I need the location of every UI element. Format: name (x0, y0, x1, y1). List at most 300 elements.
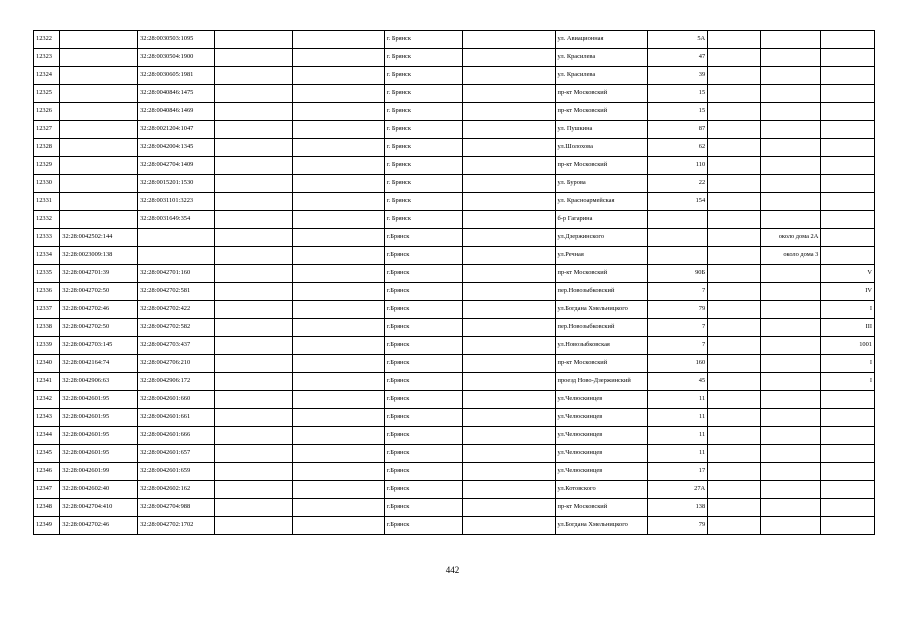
cell-empty (292, 337, 384, 355)
cell-c9 (760, 85, 821, 103)
cell-c9 (760, 103, 821, 121)
cell-empty (214, 481, 292, 499)
cell-c9 (760, 391, 821, 409)
cell-c2 (60, 49, 138, 67)
table-row (34, 445, 875, 463)
cell-no: 12346 (34, 463, 60, 481)
cell-city: г.Брянск (384, 265, 462, 283)
cell-c9 (760, 337, 821, 355)
cell-c9 (760, 499, 821, 517)
cell-c2 (60, 85, 138, 103)
cell-c10 (821, 409, 875, 427)
cell-empty (462, 409, 555, 427)
cell-c3: 32:28:0042601:661 (138, 409, 215, 427)
cell-no: 12339 (34, 337, 60, 355)
cell-empty (462, 49, 555, 67)
cell-house: 90Б (647, 265, 708, 283)
table-row (34, 31, 875, 49)
cell-c2: 32:28:0042601:95 (60, 445, 138, 463)
cell-c10 (821, 121, 875, 139)
table-row (34, 193, 875, 211)
cell-house (647, 247, 708, 265)
cell-empty (292, 373, 384, 391)
cell-c3: 32:28:0042702:422 (138, 301, 215, 319)
cell-c9 (760, 157, 821, 175)
cell-empty (214, 85, 292, 103)
cell-empty (214, 409, 292, 427)
cell-empty (292, 319, 384, 337)
cell-c9 (760, 409, 821, 427)
cell-street: ул.Котовского (555, 481, 647, 499)
cell-c9: около дома 3 (760, 247, 821, 265)
cell-empty (462, 337, 555, 355)
cell-c2 (60, 175, 138, 193)
cell-empty (214, 157, 292, 175)
cell-c10 (821, 445, 875, 463)
cell-house: 11 (647, 445, 708, 463)
cell-street: ул.Новозыбковская (555, 337, 647, 355)
cell-city: г.Брянск (384, 391, 462, 409)
cell-empty (462, 427, 555, 445)
cell-c3: 32:28:0030504:1900 (138, 49, 215, 67)
cell-c2 (60, 31, 138, 49)
cell-street: пр-кт Московский (555, 265, 647, 283)
cell-house: 45 (647, 373, 708, 391)
table-row (34, 337, 875, 355)
cell-empty (214, 337, 292, 355)
cell-empty (214, 193, 292, 211)
cell-empty (462, 445, 555, 463)
cell-empty (214, 355, 292, 373)
cell-c2: 32:28:0042164:74 (60, 355, 138, 373)
table-row (34, 499, 875, 517)
cell-empty (214, 139, 292, 157)
cell-street: ул. Красноармейская (555, 193, 647, 211)
table-row (34, 355, 875, 373)
cell-empty (292, 463, 384, 481)
cell-c10 (821, 193, 875, 211)
cell-no: 12348 (34, 499, 60, 517)
cell-empty (292, 409, 384, 427)
cell-c10: I (821, 355, 875, 373)
cell-empty (462, 481, 555, 499)
cell-house: 15 (647, 103, 708, 121)
cell-c9 (760, 445, 821, 463)
cell-empty (214, 31, 292, 49)
cell-empty (292, 355, 384, 373)
cell-c10 (821, 481, 875, 499)
cell-no: 12337 (34, 301, 60, 319)
cell-empty (708, 481, 761, 499)
cell-house: 39 (647, 67, 708, 85)
cell-c3: 32:28:0042701:160 (138, 265, 215, 283)
cell-street: ул. Пушкина (555, 121, 647, 139)
cell-empty (462, 211, 555, 229)
cell-no: 12342 (34, 391, 60, 409)
cell-no: 12333 (34, 229, 60, 247)
table-row (34, 229, 875, 247)
cell-c2: 32:28:0042602:40 (60, 481, 138, 499)
cell-empty (708, 157, 761, 175)
cell-c3: 32:28:0042704:1409 (138, 157, 215, 175)
cell-c10 (821, 49, 875, 67)
cell-empty (214, 265, 292, 283)
cell-empty (708, 355, 761, 373)
cell-c3: 32:28:0042601:666 (138, 427, 215, 445)
table-row (34, 247, 875, 265)
cell-empty (462, 157, 555, 175)
table-row (34, 49, 875, 67)
cell-empty (462, 31, 555, 49)
table-row (34, 427, 875, 445)
cell-city: г.Брянск (384, 463, 462, 481)
cell-empty (292, 67, 384, 85)
cell-c3: 32:28:0042004:1345 (138, 139, 215, 157)
cell-empty (462, 283, 555, 301)
cell-empty (462, 247, 555, 265)
cell-empty (292, 427, 384, 445)
cell-no: 12336 (34, 283, 60, 301)
cell-empty (292, 49, 384, 67)
cell-no: 12322 (34, 31, 60, 49)
cell-house: 110 (647, 157, 708, 175)
table-row (34, 283, 875, 301)
cell-c2 (60, 121, 138, 139)
table-row (34, 319, 875, 337)
cell-empty (708, 175, 761, 193)
cell-empty (708, 211, 761, 229)
cell-c9 (760, 373, 821, 391)
cell-house: 11 (647, 409, 708, 427)
cell-no: 12338 (34, 319, 60, 337)
cell-city: г.Брянск (384, 301, 462, 319)
cell-c10 (821, 463, 875, 481)
cell-empty (708, 247, 761, 265)
cell-c9 (760, 319, 821, 337)
cell-street: пр-кт Московский (555, 157, 647, 175)
cell-empty (214, 517, 292, 535)
cell-empty (708, 283, 761, 301)
cell-c10 (821, 517, 875, 535)
cell-c10 (821, 247, 875, 265)
cell-c3: 32:28:0042702:582 (138, 319, 215, 337)
cell-house: 138 (647, 499, 708, 517)
cell-street: пер.Новозыбковский (555, 283, 647, 301)
cell-empty (462, 391, 555, 409)
cell-empty (292, 175, 384, 193)
cell-street: ул. Бурова (555, 175, 647, 193)
cell-empty (292, 31, 384, 49)
cell-c10 (821, 391, 875, 409)
cell-c10 (821, 211, 875, 229)
cell-house: 15 (647, 85, 708, 103)
cell-c2: 32:28:0042701:39 (60, 265, 138, 283)
table-row (34, 175, 875, 193)
cell-no: 12349 (34, 517, 60, 535)
cell-house: 22 (647, 175, 708, 193)
cell-c3: 32:28:0031101:3223 (138, 193, 215, 211)
cell-c9 (760, 121, 821, 139)
cell-street: пр-кт Московский (555, 85, 647, 103)
cell-empty (708, 49, 761, 67)
cell-empty (462, 373, 555, 391)
cell-no: 12345 (34, 445, 60, 463)
cell-c3: 32:28:0021204:1047 (138, 121, 215, 139)
cell-street: ул. Красилева (555, 67, 647, 85)
cell-empty (708, 427, 761, 445)
cell-city: г.Брянск (384, 481, 462, 499)
cell-empty (462, 463, 555, 481)
cell-street: пер.Новозыбковский (555, 319, 647, 337)
cell-empty (214, 229, 292, 247)
cell-empty (292, 247, 384, 265)
cell-empty (214, 373, 292, 391)
cell-empty (292, 85, 384, 103)
cell-street: пр-кт Московский (555, 103, 647, 121)
table-row (34, 121, 875, 139)
cell-c2 (60, 193, 138, 211)
cell-c3: 32:28:0015201:1530 (138, 175, 215, 193)
cell-c2: 32:28:0042702:50 (60, 319, 138, 337)
cell-city: г.Брянск (384, 283, 462, 301)
cell-c9 (760, 265, 821, 283)
cell-c2 (60, 139, 138, 157)
cell-no: 12343 (34, 409, 60, 427)
cell-c3: 32:28:0042601:657 (138, 445, 215, 463)
cell-empty (292, 517, 384, 535)
cell-c2 (60, 67, 138, 85)
cell-empty (214, 67, 292, 85)
cell-c2: 32:28:0042502:144 (60, 229, 138, 247)
cell-city: г. Брянск (384, 85, 462, 103)
page-number: 442 (445, 565, 460, 575)
cell-empty (214, 463, 292, 481)
cell-house (647, 229, 708, 247)
cell-empty (214, 247, 292, 265)
cell-city: г. Брянск (384, 157, 462, 175)
cell-c3: 32:28:0042602:162 (138, 481, 215, 499)
cell-c10 (821, 427, 875, 445)
cell-c9 (760, 193, 821, 211)
cell-c10: IV (821, 283, 875, 301)
cell-city: г.Брянск (384, 427, 462, 445)
cell-c9 (760, 211, 821, 229)
cell-city: г.Брянск (384, 247, 462, 265)
cell-c3: 32:28:0042906:172 (138, 373, 215, 391)
cell-city: г. Брянск (384, 121, 462, 139)
cell-city: г. Брянск (384, 211, 462, 229)
cell-no: 12324 (34, 67, 60, 85)
cell-house (647, 211, 708, 229)
cell-empty (462, 139, 555, 157)
cell-c3 (138, 247, 215, 265)
registry-table (33, 30, 875, 535)
cell-house: 7 (647, 319, 708, 337)
cell-empty (214, 319, 292, 337)
cell-empty (292, 103, 384, 121)
cell-empty (214, 211, 292, 229)
cell-city: г. Брянск (384, 49, 462, 67)
cell-house: 5А (647, 31, 708, 49)
cell-house: 17 (647, 463, 708, 481)
cell-house: 87 (647, 121, 708, 139)
cell-c9 (760, 283, 821, 301)
cell-city: г.Брянск (384, 355, 462, 373)
cell-city: г.Брянск (384, 517, 462, 535)
cell-empty (708, 121, 761, 139)
table-row (34, 409, 875, 427)
cell-street: ул.Богдана Хмельницкого (555, 517, 647, 535)
cell-empty (708, 499, 761, 517)
cell-c3: 32:28:0042703:437 (138, 337, 215, 355)
cell-no: 12327 (34, 121, 60, 139)
cell-c2: 32:28:0042702:46 (60, 301, 138, 319)
cell-c10 (821, 103, 875, 121)
cell-c2: 32:28:0042601:95 (60, 409, 138, 427)
cell-c2: 32:28:0042703:145 (60, 337, 138, 355)
cell-c10: V (821, 265, 875, 283)
cell-house: 62 (647, 139, 708, 157)
cell-c9 (760, 49, 821, 67)
cell-c9 (760, 139, 821, 157)
cell-c3: 32:28:0031649:354 (138, 211, 215, 229)
cell-no: 12344 (34, 427, 60, 445)
cell-empty (292, 139, 384, 157)
cell-house: 79 (647, 301, 708, 319)
cell-empty (462, 103, 555, 121)
cell-c3: 32:28:0030503:1095 (138, 31, 215, 49)
cell-c9 (760, 175, 821, 193)
cell-city: г.Брянск (384, 319, 462, 337)
cell-c3: 32:28:0042601:660 (138, 391, 215, 409)
cell-c3 (138, 229, 215, 247)
cell-street: пр-кт Московский (555, 499, 647, 517)
cell-no: 12334 (34, 247, 60, 265)
table-body (34, 31, 875, 535)
table-row (34, 481, 875, 499)
cell-c3: 32:28:0042702:1702 (138, 517, 215, 535)
cell-c2 (60, 103, 138, 121)
cell-empty (292, 193, 384, 211)
cell-city: г. Брянск (384, 175, 462, 193)
cell-no: 12331 (34, 193, 60, 211)
cell-empty (708, 229, 761, 247)
cell-empty (708, 67, 761, 85)
cell-city: г. Брянск (384, 193, 462, 211)
cell-street: ул.Шолохова (555, 139, 647, 157)
cell-city: г. Брянск (384, 103, 462, 121)
cell-c2 (60, 211, 138, 229)
cell-empty (462, 85, 555, 103)
cell-empty (462, 229, 555, 247)
cell-empty (214, 175, 292, 193)
cell-c2 (60, 157, 138, 175)
cell-empty (214, 445, 292, 463)
cell-c2: 32:28:0042601:95 (60, 391, 138, 409)
cell-empty (292, 229, 384, 247)
cell-no: 12341 (34, 373, 60, 391)
cell-c3: 32:28:0042706:210 (138, 355, 215, 373)
table-row (34, 265, 875, 283)
cell-city: г. Брянск (384, 139, 462, 157)
cell-empty (292, 445, 384, 463)
cell-c9 (760, 355, 821, 373)
cell-no: 12328 (34, 139, 60, 157)
table-row (34, 373, 875, 391)
cell-empty (214, 121, 292, 139)
cell-empty (708, 337, 761, 355)
table-row (34, 139, 875, 157)
cell-empty (292, 391, 384, 409)
table-row (34, 301, 875, 319)
cell-city: г. Брянск (384, 67, 462, 85)
cell-empty (214, 49, 292, 67)
cell-empty (708, 193, 761, 211)
cell-empty (462, 517, 555, 535)
cell-no: 12340 (34, 355, 60, 373)
cell-empty (214, 499, 292, 517)
cell-house: 11 (647, 427, 708, 445)
cell-c3: 32:28:0030605:1981 (138, 67, 215, 85)
cell-empty (462, 193, 555, 211)
cell-c2: 32:28:0042702:46 (60, 517, 138, 535)
cell-house: 7 (647, 283, 708, 301)
cell-no: 12335 (34, 265, 60, 283)
cell-empty (708, 517, 761, 535)
cell-street: ул.Челюскинцев (555, 409, 647, 427)
cell-empty (708, 391, 761, 409)
cell-empty (462, 121, 555, 139)
cell-c9: около дома 2А (760, 229, 821, 247)
cell-c3: 32:28:0042702:581 (138, 283, 215, 301)
cell-c2: 32:28:0042906:63 (60, 373, 138, 391)
cell-house: 47 (647, 49, 708, 67)
cell-no: 12347 (34, 481, 60, 499)
cell-empty (708, 319, 761, 337)
cell-street: ул.Речная (555, 247, 647, 265)
cell-c10: I (821, 373, 875, 391)
cell-c10 (821, 85, 875, 103)
cell-empty (708, 85, 761, 103)
cell-c2: 32:28:0042601:95 (60, 427, 138, 445)
cell-c2: 32:28:0042704:410 (60, 499, 138, 517)
table-row (34, 157, 875, 175)
cell-c2: 32:28:0023009:138 (60, 247, 138, 265)
cell-no: 12329 (34, 157, 60, 175)
cell-c10 (821, 157, 875, 175)
cell-empty (214, 283, 292, 301)
cell-street: ул.Челюскинцев (555, 445, 647, 463)
cell-street: ул.Челюскинцев (555, 427, 647, 445)
cell-c3: 32:28:0042704:988 (138, 499, 215, 517)
cell-c10 (821, 139, 875, 157)
cell-empty (214, 427, 292, 445)
cell-city: г.Брянск (384, 337, 462, 355)
cell-house: 7 (647, 337, 708, 355)
cell-c10: 1001 (821, 337, 875, 355)
cell-empty (292, 157, 384, 175)
cell-no: 12332 (34, 211, 60, 229)
cell-city: г.Брянск (384, 445, 462, 463)
cell-c9 (760, 481, 821, 499)
cell-empty (462, 355, 555, 373)
cell-street: б-р Гагарина (555, 211, 647, 229)
cell-street: ул. Авиационная (555, 31, 647, 49)
cell-empty (292, 211, 384, 229)
cell-house: 11 (647, 391, 708, 409)
table-row (34, 103, 875, 121)
cell-empty (214, 301, 292, 319)
